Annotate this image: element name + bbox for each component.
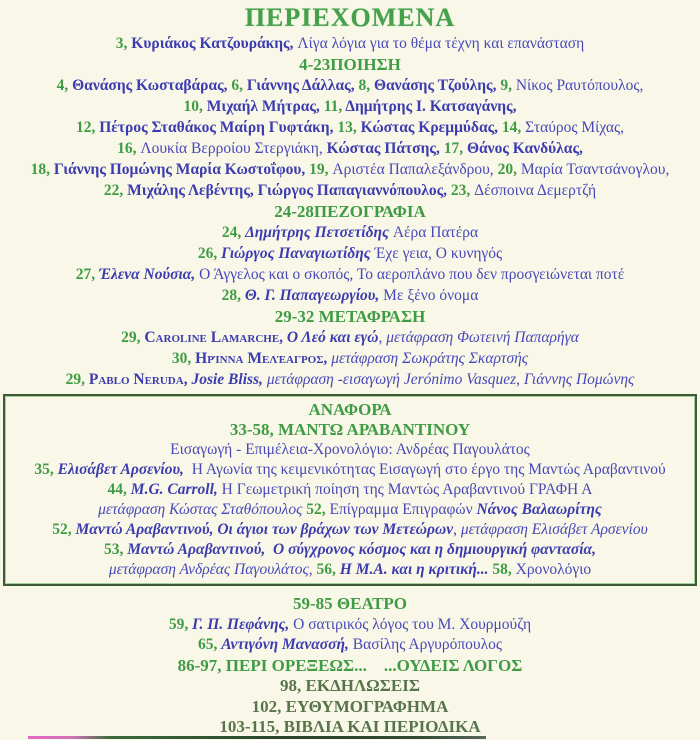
page-number: 13,	[337, 119, 361, 136]
toc-line	[0, 264, 700, 285]
page-number: 56,	[316, 561, 340, 578]
toc-text: 86-97, ΠΕΡΙ ΟΡΕΞΕΩΣ... ...ΟΥΔΕΙΣ ΛΟΓΟΣ	[177, 655, 523, 675]
toc-line	[0, 676, 700, 697]
toc-box	[9, 400, 691, 580]
toc-line	[0, 306, 700, 327]
scan-artifact-line	[28, 736, 486, 739]
toc-text: Κώστας Πάτσης,	[326, 140, 444, 157]
toc-text: 98, ΕΚΔΗΛΩΣΕΙΣ	[280, 676, 420, 695]
page-number: 26,	[197, 245, 222, 262]
toc-text: 102, ΕΥΘΥΜΟΓΡΑΦΗΜΑ	[251, 696, 449, 716]
toc-line	[9, 460, 691, 480]
toc-text: Αέρα Πατέρα	[392, 224, 479, 241]
toc-text: Εισαγωγή - Επιμέλεια-Χρονολόγιο: Ανδρέας Παγουλάτος	[170, 441, 530, 458]
toc-text: Δέσποινα Δεμερτζή	[474, 182, 597, 199]
toc-line	[9, 440, 691, 460]
toc-line	[9, 560, 691, 580]
toc-text: 103-115, ΒΙΒΛΙΑ ΚΑΙ ΠΕΡΙΟΔΙΚΑ	[219, 717, 481, 736]
toc-text: Δημήτρης Ι. Κατσαγάνης,	[345, 98, 517, 115]
toc-line	[0, 635, 700, 656]
toc-text: Αντιγόνη Μανασσή,	[221, 636, 353, 653]
toc-top	[0, 33, 700, 390]
toc-text: Ο Άγγελος και ο σκοπός, Το αεροπλάνο που δεν προσγειώνεται ποτέ	[199, 266, 625, 283]
toc-text: Λουκία Βερροίου Στεργιάκη,	[140, 140, 327, 157]
toc-line	[0, 717, 700, 738]
toc-line	[0, 697, 700, 718]
toc-line	[0, 348, 700, 369]
toc-line	[0, 117, 700, 138]
toc-line	[0, 222, 700, 243]
toc-line	[9, 500, 691, 520]
toc-line	[9, 400, 691, 420]
toc-text: Γιάννης Δάλλας,	[246, 77, 359, 94]
toc-text: Θανάσης Κωσταβάρας,	[72, 77, 232, 94]
toc-line	[9, 540, 691, 560]
page-number: 14,	[501, 119, 526, 136]
toc-text: 33-58, ΜΑΝΤΩ ΑΡΑΒΑΝΤΙΝΟΥ	[229, 420, 471, 439]
page-number: 35,	[34, 461, 58, 478]
toc-text: Ελισάβετ Αρσενίου,	[57, 461, 188, 478]
toc-text: Έχε γεια, Ο κυνηγός	[374, 245, 503, 262]
toc-text: ,	[453, 521, 461, 538]
page-number: 52,	[52, 521, 76, 538]
page-number: 11,	[323, 98, 346, 115]
toc-line	[0, 33, 700, 54]
toc-line	[0, 285, 700, 306]
toc-text: Pablo Neruda,	[88, 371, 192, 388]
toc-line	[9, 480, 691, 500]
page-number: 29,	[121, 329, 145, 346]
toc-line	[9, 520, 691, 540]
toc-line	[0, 201, 700, 222]
toc-line	[0, 369, 700, 390]
toc-line	[0, 96, 700, 117]
page-number: 52,	[306, 501, 330, 518]
anafora-box	[3, 394, 697, 586]
toc-text: M.G. Carroll,	[130, 481, 222, 498]
page-number: 44,	[107, 481, 131, 498]
toc-text: Μιχάλης Λεβέντης, Γιώργος Παπαγιαννόπουλος,	[127, 182, 451, 199]
toc-text: Josie Bliss,	[191, 371, 267, 388]
toc-line	[0, 327, 700, 348]
page-number: 24,	[221, 224, 246, 241]
toc-text: Μαρία Τσαντσάνογλου,	[520, 161, 670, 178]
toc-text: μετάφραση Σωκράτης Σκαρτσής	[331, 350, 529, 367]
toc-text: Ο Λεό και εγώ	[286, 329, 379, 346]
toc-text: μετάφραση Φωτεινή Παπαρήγα	[386, 329, 579, 346]
toc-text: Μαντώ Αραβαντινού, Οι άγιοι των βράχων των Μετεώρων	[75, 521, 454, 538]
toc-line	[0, 615, 700, 636]
page-number: 28,	[221, 287, 245, 304]
toc-line	[0, 594, 700, 615]
toc-text: ,	[378, 329, 387, 346]
page-number: 65,	[198, 636, 222, 653]
toc-text: Θάνος Κανδύλας,	[466, 140, 583, 157]
page-number: 59,	[168, 615, 193, 633]
toc-text: Γ. Π. Πεφάνης,	[192, 615, 294, 633]
toc-text: μετάφραση Κώστας Σταθόπουλος	[98, 501, 307, 518]
toc-line	[0, 159, 700, 180]
page-number: 23,	[450, 182, 475, 199]
page-number: 17,	[443, 140, 467, 157]
page-number: 19,	[309, 161, 333, 178]
toc-line	[9, 420, 691, 440]
toc-text: Γιώργος Παναγιωτίδης	[221, 245, 375, 262]
toc-text: Ο σατιρικός λόγος του Μ. Χουρμούζη	[293, 615, 532, 633]
toc-text: Επίγραμμα Επιγραφών	[329, 501, 477, 518]
toc-text: ΑΝΑΦΟΡΑ	[308, 400, 392, 419]
toc-line	[0, 656, 700, 677]
toc-text: Γιάννης Πομώνης Μαρία Κωστοΐφου,	[53, 161, 310, 178]
toc-text: Με ξένο όνομα	[383, 287, 479, 304]
toc-text: Πέτρος Σταθάκος Μαίρη Γυφτάκη,	[99, 119, 338, 136]
page-number: 22,	[103, 182, 128, 199]
toc-text: Δημήτρης Πετσετίδης	[245, 224, 393, 241]
page-number: 16,	[117, 140, 141, 157]
page-number: 3,	[115, 35, 132, 52]
toc-bottom	[0, 594, 700, 738]
toc-text: Αριστέα Παπαλεξάνδρου,	[332, 161, 498, 178]
toc-line	[0, 180, 700, 201]
toc-line	[0, 138, 700, 159]
page-number: 18,	[30, 161, 54, 178]
toc-text: Λίγα λόγια για το θέμα τέχνη και επανάσταση	[297, 35, 585, 52]
toc-line	[0, 54, 700, 75]
toc-text: μετάφραση -εισαγωγή Jerónimo Vasquez, Γιάννης Πομώνης	[266, 371, 635, 388]
toc-text: Μιχαήλ Μήτρας,	[206, 98, 324, 115]
toc-text: Η Μ.Α. και η κριτική...	[339, 561, 493, 578]
page-number: 27,	[75, 266, 99, 283]
toc-text: μετάφραση Ανδρέας Παγουλάτος,	[108, 561, 317, 578]
toc-text: 29-32 ΜΕΤΑΦΡΑΣΗ	[274, 307, 426, 326]
toc-text: Χρονολόγιο	[515, 561, 592, 578]
toc-text: Σταύρος Μίχας,	[525, 119, 625, 136]
toc-text: 24-28ΠΕΖΟΓΡΑΦΙΑ	[274, 202, 426, 221]
toc-text: Η Αγωνία της κειμενικότητας Εισαγωγή στο έργο της Μαντώς Αραβαντινού	[187, 461, 666, 478]
page-number: 58,	[492, 561, 516, 578]
toc-text: Η Γεωμετρική ποίηση της Μαντώς Αραβαντινού ΓΡΑΦΗ Α	[221, 481, 593, 498]
toc-line	[0, 243, 700, 264]
toc-text: Θ. Γ. Παπαγεωργίου,	[244, 287, 384, 304]
toc-line	[0, 75, 700, 96]
toc-text: Κώστας Κρεμμύδας,	[360, 119, 502, 136]
toc-text: Βασίλης Αργυρόπουλος	[352, 636, 502, 653]
page-number: 8,	[358, 77, 374, 94]
toc-text: Κυριάκος Κατζουράκης,	[131, 35, 298, 52]
page-number: 9,	[500, 77, 516, 94]
page-number: 6,	[231, 77, 247, 94]
toc-text: μετάφραση Ελισάβετ Αρσενίου	[460, 521, 648, 538]
toc-text: Έλενα Νούσια,	[98, 266, 200, 283]
toc-text: 4-23ΠΟΙΗΣΗ	[299, 55, 401, 74]
toc-text: Μαντώ Αραβαντινού, Ο σύγχρονος κόσμος και η δημιουργική φαντασία,	[127, 541, 596, 558]
toc-text: Caroline Lamarche,	[144, 329, 287, 346]
page-number: 12,	[75, 119, 100, 136]
page-title: ΠΕΡΙΕΧΟΜΕΝΑ	[244, 3, 456, 32]
page-number: 29,	[65, 371, 89, 388]
page-number: 53,	[104, 541, 128, 558]
toc-text: Θανάσης Τζούλης,	[373, 77, 501, 94]
toc-text: Νίκος Ραυτόπουλος,	[515, 77, 644, 94]
toc-text: 59-85 ΘΕΑΤΡΟ	[292, 594, 408, 613]
page-number: 30,	[171, 350, 196, 367]
page-number: 4,	[56, 77, 73, 94]
page-number: 10,	[183, 98, 207, 115]
toc-text: Ηρίννα Μελέαγρος,	[195, 350, 332, 367]
page-number: 20,	[497, 161, 521, 178]
toc-text: Νάνος Βαλαωρίτης	[476, 501, 602, 518]
